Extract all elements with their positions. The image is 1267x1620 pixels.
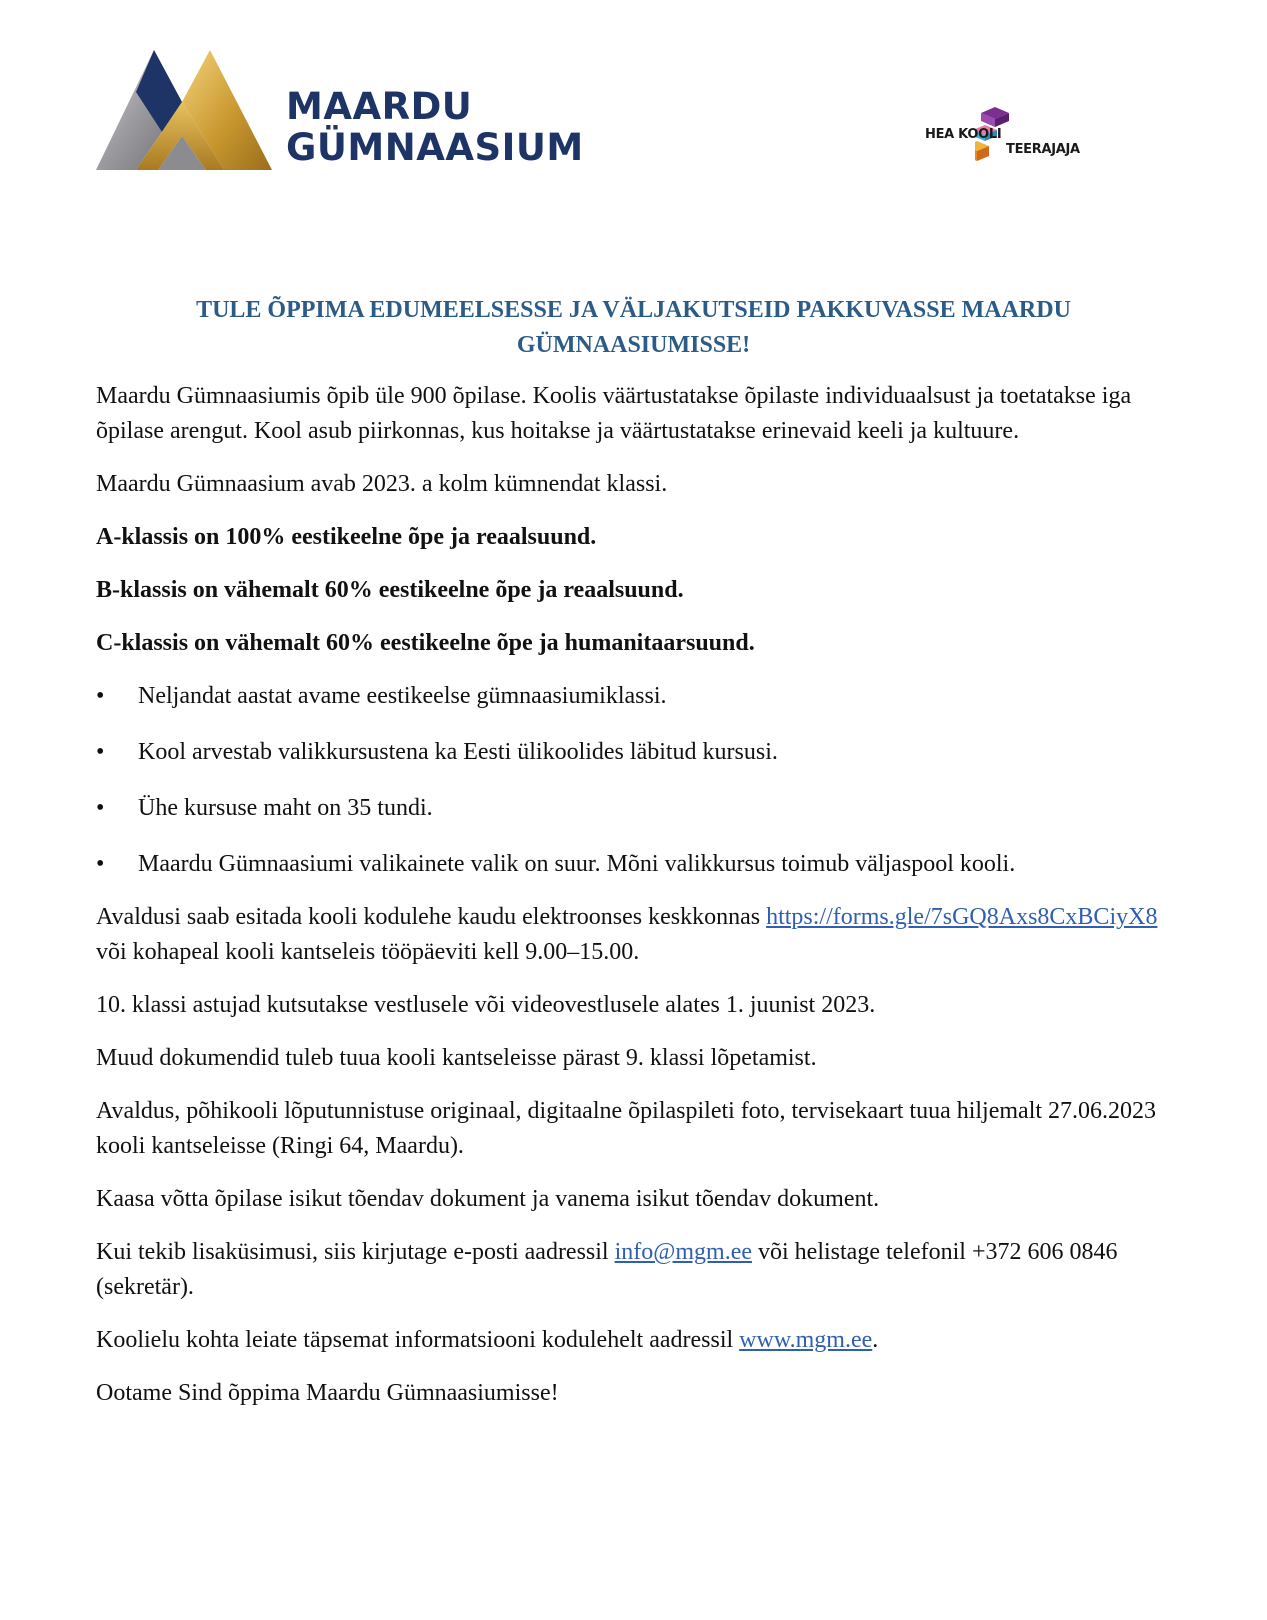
hea-kooli-teerajaja-badge [925, 105, 1085, 175]
closing-paragraph: Ootame Sind õppima Maardu Gümnaasiumisse! [96, 1380, 559, 1406]
list-item: • Kool arvestab valikkursustena ka Eesti ülikoolides läbitud kursusi. [96, 735, 1176, 770]
bullet-icon: • [96, 795, 105, 821]
application-form-link[interactable]: https://forms.gle/7sGQ8Axs8CxBCiyX8 [766, 904, 1158, 930]
logo-line-1: MAARDU [286, 85, 473, 128]
website-link[interactable]: www.mgm.ee [739, 1327, 873, 1353]
class-a-paragraph: A-klassis on 100% eestikeelne õpe ja reaalsuund. [96, 524, 597, 550]
email-link[interactable]: info@mgm.ee [614, 1239, 753, 1265]
website-paragraph: Koolielu kohta leiate täpsemat informatsiooni kodulehelt aadressil www.mgm.ee. [96, 1327, 879, 1353]
submission-paragraph: Avaldus, põhikooli lõputunnistuse originaal, digitaalne õpilaspileti foto, tervisekaart tuua hiljemalt 27.06.2023 kooli kantseleisse (Ringi 64, Maardu). [96, 1098, 1157, 1159]
intro-paragraph: Maardu Gümnaasiumis õpib üle 900 õpilase. Koolis väärtustatakse õpilaste individuaalsust ja toetatakse iga õpilase arengut. Kool asub piirkonnas, kus hoitakse ja väärtustatakse erinevaid keeli ja kultuure. [96, 383, 1132, 444]
documents-paragraph: Muud dokumendid tuleb tuua kooli kantseleisse pärast 9. klassi lõpetamist. [96, 1045, 817, 1071]
identity-paragraph: Kaasa võtta õpilase isikut tõendav dokument ja vanema isikut tõendav dokument. [96, 1186, 880, 1212]
class-c-paragraph: C-klassis on vähemalt 60% eestikeelne õpe ja humanitaarsuund. [96, 630, 755, 656]
feature-list [96, 679, 1176, 882]
logo-line-2: GÜMNAASIUM [286, 126, 584, 169]
list-item: • Maardu Gümnaasiumi valikainete valik on suur. Mõni valikkursus toimub väljaspool kooli. [96, 847, 1176, 882]
bullet-icon: • [96, 739, 105, 765]
bullet-icon: • [96, 683, 105, 709]
contact-paragraph: Kui tekib lisaküsimusi, siis kirjutage e-posti aadressil info@mgm.ee või helistage telefonil +372 606 0846 (sekretär). [96, 1239, 1118, 1300]
list-item: • Ühe kursuse maht on 35 tundi. [96, 791, 1176, 826]
class-b-paragraph: B-klassis on vähemalt 60% eestikeelne õpe ja reaalsuund. [96, 577, 684, 603]
badge-text-line-1: HEA KOOLI [925, 127, 1002, 142]
school-logo-text [286, 85, 584, 169]
application-paragraph: Avaldusi saab esitada kooli kodulehe kaudu elektroonses keskkonnas https://forms.gle/7sGQ8Axs8CxBCiyX8 või kohapeal kooli kantseleis tööpäeviti kell 9.00–15.00. [96, 904, 1158, 965]
list-item: • Neljandat aastat avame eestikeelse gümnaasiumiklassi. [96, 679, 1176, 714]
school-logo [96, 50, 584, 180]
opening-paragraph: Maardu Gümnaasium avab 2023. a kolm kümnendat klassi. [96, 471, 668, 497]
document-body [96, 379, 1176, 1429]
school-logo-mark-icon [96, 50, 286, 175]
document-headline: TULE ÕPPIMA EDUMEELSESSE JA VÄLJAKUTSEID PAKKUVASSE MAARDU GÜMNAASIUMISSE! [196, 297, 1071, 358]
interview-paragraph: 10. klassi astujad kutsutakse vestlusele või videovestlusele alates 1. juunist 2023. [96, 992, 876, 1018]
bullet-icon: • [96, 851, 105, 877]
badge-text-line-2: TEERAJAJA [1006, 142, 1080, 157]
